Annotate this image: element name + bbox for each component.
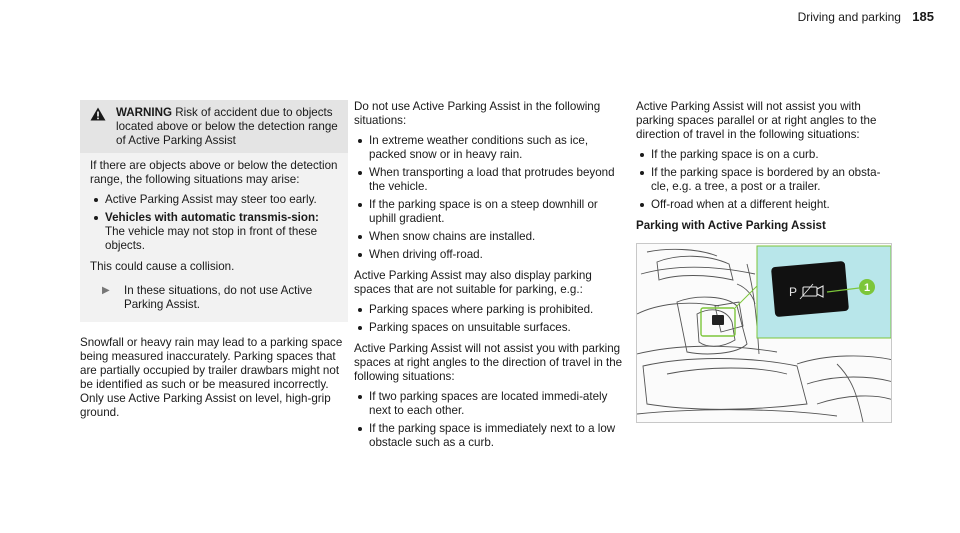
action-arrow-icon: ▶ [102, 285, 110, 296]
parking-button-label: P [789, 285, 798, 299]
list-item-text: The vehicle may not stop in front of these objects. [105, 225, 318, 252]
parallel-intro: Active Parking Assist will not assist you with parking spaces parallel or at right angles to the direction of travel in the following situations: [636, 100, 877, 141]
page-header [798, 10, 934, 24]
console-drawing [637, 244, 892, 423]
list-item: If the parking space is on a curb. [636, 148, 892, 162]
list-item: In extreme weather conditions such as ice, packed snow or in heavy rain. [354, 134, 624, 162]
list-item: When driving off-road. [354, 248, 624, 262]
right-angle-list [354, 390, 624, 450]
situations-intro: Do not use Active Parking Assist in the following situations: [354, 100, 601, 127]
list-item: If the parking space is bordered by an obsta-cle, e.g. a tree, a post or a trailer. [636, 166, 892, 194]
list-item: Off-road when at a different height. [636, 198, 892, 212]
warning-action-text: In these situations, do not use Active Parking Assist. [124, 284, 313, 311]
warning-label: WARNING [116, 106, 173, 119]
right-angle-intro: Active Parking Assist will not assist you with parking spaces at right angles to the direction of travel in the following situations: [354, 342, 623, 383]
warning-action [90, 284, 338, 312]
list-item: If the parking space is immediately next to a low obstacle such as a curb. [354, 422, 624, 450]
list-item: If the parking space is on a steep downhill or uphill gradient. [354, 198, 624, 226]
display-intro: Active Parking Assist may also display parking spaces that are not suitable for parking, e.g.: [354, 269, 592, 296]
column-2 [354, 100, 624, 457]
list-item: If two parking spaces are located immedi-ately next to each other. [354, 390, 624, 418]
situations-list [354, 134, 624, 262]
callout-number: 1 [863, 282, 871, 294]
column-1 [80, 100, 348, 426]
list-item [90, 211, 338, 253]
warning-triangle-icon [90, 107, 108, 125]
list-item: Parking spaces on unsuitable surfaces. [354, 321, 624, 335]
list-item: Parking spaces where parking is prohibited. [354, 303, 624, 317]
list-item-text: Active Parking Assist may steer too early. [105, 193, 317, 206]
warning-consequence: This could cause a collision. [90, 260, 235, 273]
warning-box [80, 100, 348, 322]
warning-header [80, 100, 348, 153]
column-3 [636, 100, 892, 423]
section-subheading: Parking with Active Parking Assist [636, 219, 826, 232]
warning-intro: If there are objects above or below the detection range, the following situations may arise: [90, 159, 338, 186]
page-number: 185 [912, 9, 934, 24]
list-item: When transporting a load that protrudes beyond the vehicle. [354, 166, 624, 194]
console-illustration [636, 243, 892, 423]
list-item [90, 193, 338, 207]
display-list [354, 303, 624, 335]
warning-body [80, 153, 348, 322]
list-item-bold: Vehicles with automatic transmis-sion: [105, 211, 319, 224]
list-item: When snow chains are installed. [354, 230, 624, 244]
parallel-list [636, 148, 892, 212]
section-title: Driving and parking [797, 10, 901, 24]
warning-title-text: Risk of accident due to objects located above or below the detection range of Active Parking Assist [116, 106, 338, 147]
snowfall-paragraph: Snowfall or heavy rain may lead to a parking space being measured inaccurately. Parking spaces that are partially occupied by trailer drawbars might not be identified as such or be measured incorrectly. Only use Active Parking Assist on level, high-grip ground. [80, 336, 343, 419]
warning-list [90, 193, 338, 253]
warning-title [116, 106, 338, 148]
